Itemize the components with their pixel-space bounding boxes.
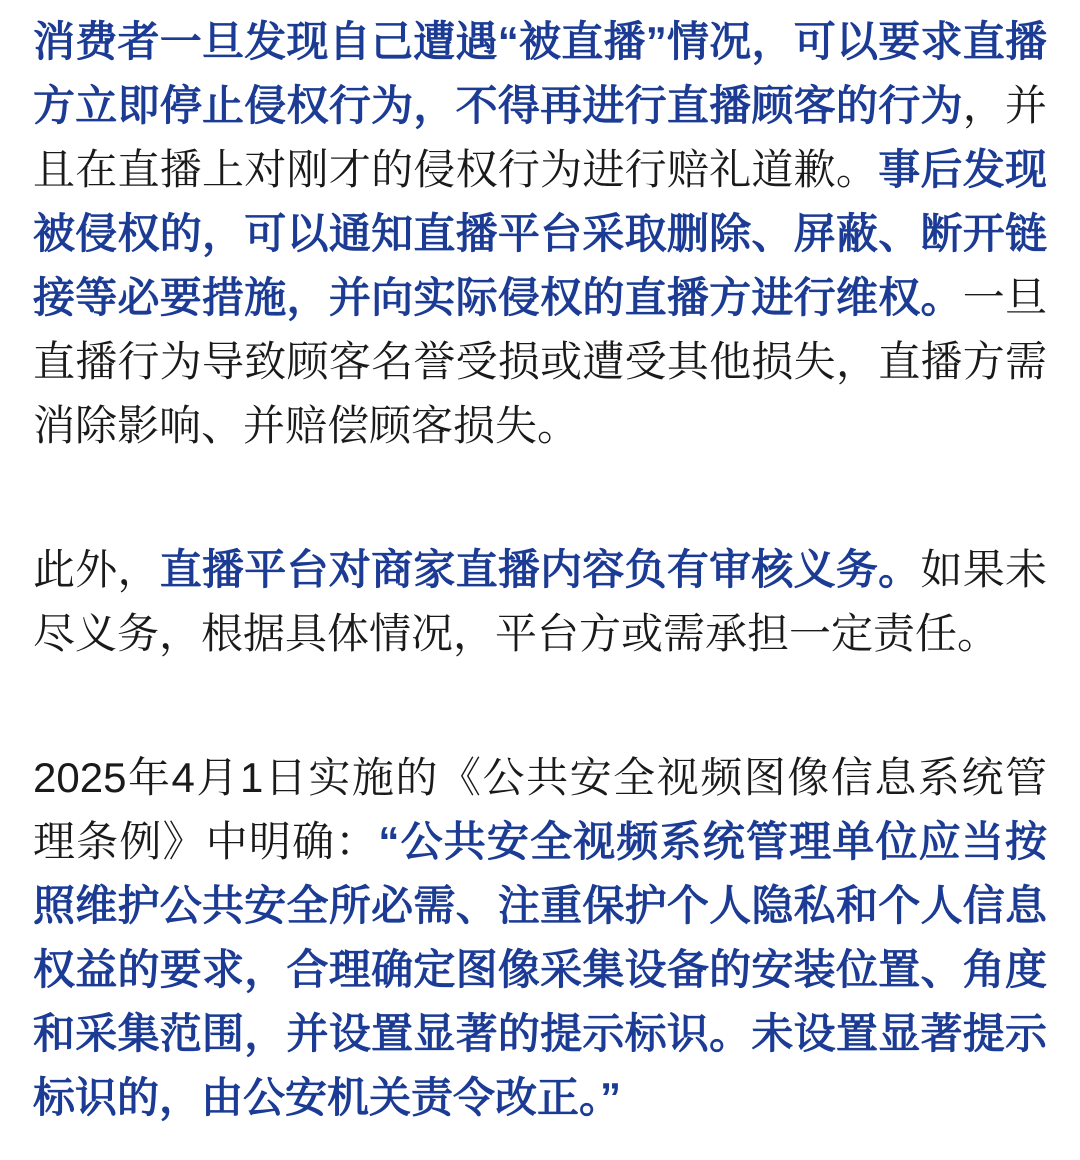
paragraph-regulation-2025 xyxy=(33,746,1047,1130)
text-segment-body: 一旦直播行为导致顾客名誉受损或遭受其他损失，直播方需消除影响、并赔偿顾客损失。 xyxy=(33,274,1047,449)
text-segment-highlight: 直播平台对商家直播内容负有审核义务。 xyxy=(159,546,921,593)
paragraph-platform-duty xyxy=(33,538,1047,666)
text-segment-body: 此外， xyxy=(33,546,160,593)
text-segment-body: ，并且在直播上对刚才的侵权行为进行赔礼道歉。 xyxy=(33,82,1047,193)
text-segment-highlight: “公共安全视频系统管理单位应当按照维护公共安全所必需、注重保护个人隐私和个人信息权益的要求，合理确定图像采集设备的安装位置、角度和采集范围，并设置显著的提示标识。未设置显著提示标识的，由公安机关责令改正。” xyxy=(33,818,1047,1121)
text-segment-body: 如果未尽义务，根据具体情况，平台方或需承担一定责任。 xyxy=(33,546,1047,657)
paragraph-consumer-rights xyxy=(33,10,1047,458)
text-segment-body: 2025年4月1日实施的《公共安全视频图像信息系统管理条例》中明确： xyxy=(33,754,1047,865)
text-segment-highlight: 事后发现被侵权的，可以通知直播平台采取删除、屏蔽、断开链接等必要措施，并向实际侵权的直播方进行维权。 xyxy=(33,146,1047,321)
text-segment-highlight: 消费者一旦发现自己遭遇“被直播”情况，可以要求直播方立即停止侵权行为，不得再进行直播顾客的行为 xyxy=(33,18,1047,129)
